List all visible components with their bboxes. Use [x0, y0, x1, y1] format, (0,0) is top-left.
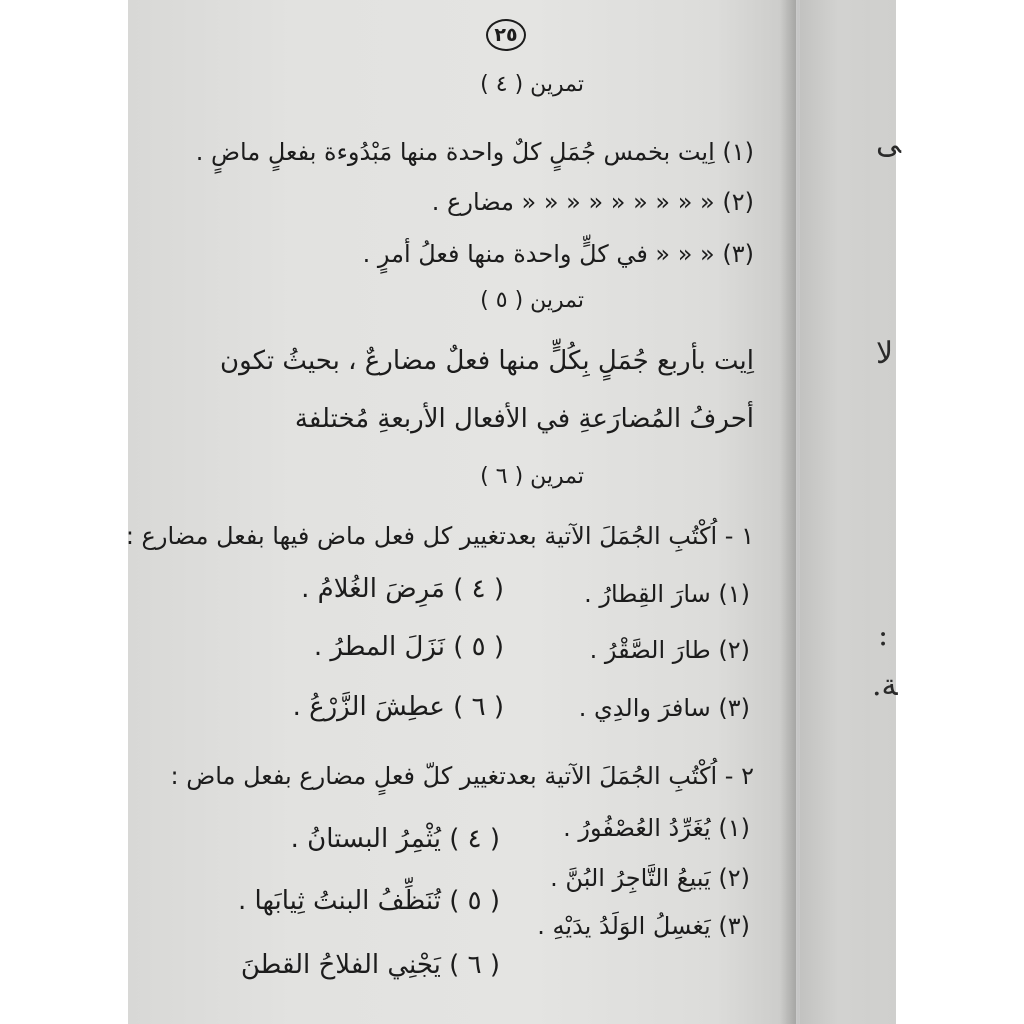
- exercise-6-part-2-item: (١) يُغَرِّدُ العُصْفُورُ .: [563, 814, 750, 842]
- exercise-6-title: تمرين ( ٦ ): [480, 464, 584, 489]
- exercise-6-part-1-item: (٢) طارَ الصَّقْرُ .: [589, 636, 750, 664]
- exercise-4-item-1: (١) اِيت بخمس جُمَلٍ كلٌ واحدة منها مَبْدُوءة بفعلٍ ماضٍ .: [195, 138, 754, 166]
- exercise-5-text-line-2: أحرفُ المُضارَعةِ في الأفعال الأربعةِ مُختلفة: [294, 404, 754, 434]
- exercise-6-part-1-item: ( ٥ ) نَزَلَ المطرُ .: [313, 632, 504, 662]
- exercise-4-title: تمرين ( ٤ ): [480, 72, 584, 97]
- adjacent-page: [800, 0, 902, 1024]
- exercise-6-part-2-item: ( ٥ ) تُنَظِّفُ البنتُ ثِيابَها .: [238, 886, 500, 916]
- exercise-6-part-1-item: (١) سارَ القِطارُ .: [584, 580, 750, 608]
- adjacent-page-glyph: ﻻ: [876, 336, 894, 371]
- adjacent-page-glyph: :: [878, 618, 889, 653]
- exercise-6-part-1-item: ( ٤ ) مَرِضَ الغُلامُ .: [301, 574, 504, 604]
- adjacent-page-glyph: ﻰ: [876, 126, 902, 161]
- exercise-4-item-2: (٢) « « « « « « « « « مضارع .: [431, 188, 754, 216]
- exercise-6-part-2-item: (٣) يَغسِلُ الوَلَدُ يدَيْهِ .: [537, 912, 750, 940]
- exercise-5-text-line-1: اِيت بأربع جُمَلٍ بِكُلٍّ منها فعلٌ مضارعٌ ، بحيثُ تكون: [220, 346, 754, 376]
- exercise-6-part-2-item: ( ٦ ) يَجْنِي الفلاحُ القطنَ: [240, 950, 500, 980]
- exercise-6-part-1-item: (٣) سافرَ والدِي .: [578, 694, 750, 722]
- exercise-6-part-2-item: (٢) يَبيعُ التَّاجِرُ البُنَّ .: [550, 864, 750, 892]
- adjacent-page-glyph: ﺔ.: [872, 668, 898, 703]
- exercise-4-item-3: (٣) « « « في كلٍّ واحدة منها فعلُ أمرٍ .: [362, 240, 754, 268]
- exercise-6-part-1-instruction: ١ - اُكْتُبِ الجُمَلَ الآتية بعدتغيير كل فعل ماض فيها بفعل مضارع :: [125, 522, 754, 550]
- exercise-6-part-2-item: ( ٤ ) يُثْمِرُ البستانُ .: [290, 824, 500, 854]
- exercise-6-part-2-instruction: ٢ - اُكْتُبِ الجُمَلَ الآتية بعدتغيير كلّ فعلٍ مضارع بفعل ماض :: [170, 762, 754, 790]
- exercise-5-title: تمرين ( ٥ ): [480, 288, 584, 313]
- page-number: ٢٥: [486, 19, 526, 51]
- exercise-6-part-1-item: ( ٦ ) عطِشَ الزَّرْعُ .: [292, 692, 504, 722]
